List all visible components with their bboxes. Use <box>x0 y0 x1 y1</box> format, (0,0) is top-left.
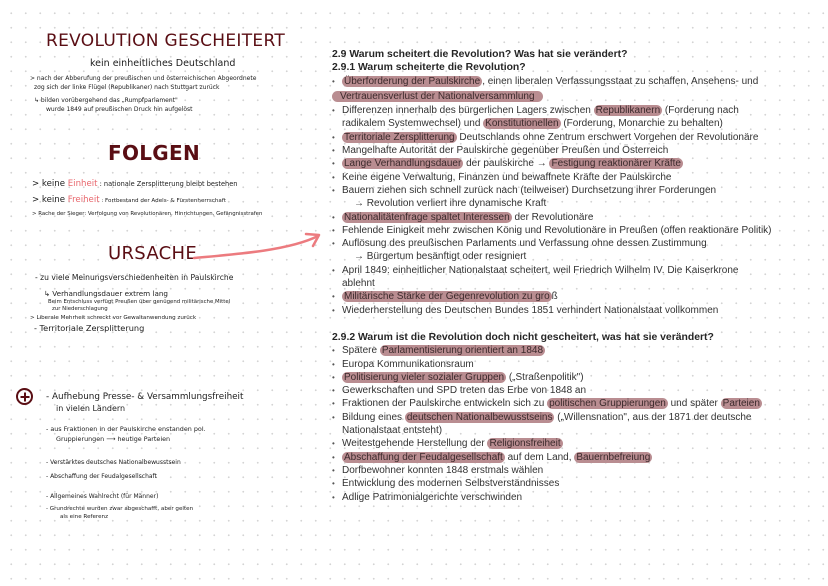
text: Weitestgehende Herstellung der <box>342 438 488 450</box>
note-line: Gruppierungen ⟶ heutige Parteien <box>56 435 171 443</box>
note-line: > nach der Abberufung der preußischen und österreichischen Abgeordnete <box>30 75 257 82</box>
note-line: ↳ Verhandlungsdauer extrem lang <box>44 289 168 298</box>
text: Verfolgung von Revolutionären, Hinrichtungen, Gefängnisstrafen <box>87 211 263 217</box>
highlight: Bauernbefreiung <box>576 451 651 463</box>
text: („Willensnation", aus der 1871 der deutsche <box>554 411 752 423</box>
highlight: Nationalitätenfrage spaltet Interessen <box>344 211 510 223</box>
heading-2-9-2: 2.9.2 Warum ist die Revolution doch nicht gescheitert, was hat sie verändert? <box>332 331 714 343</box>
text: der paulskirche → <box>463 158 550 170</box>
list-item: • Wiederherstellung des Deutschen Bundes 1851 verhindert Nationalstaat vollkommen <box>332 304 822 317</box>
list-item <box>332 290 822 303</box>
highlight: Territoriale Zersplitterung <box>344 131 455 143</box>
subtitle: kein einheitliches Deutschland <box>90 58 236 69</box>
highlight-einheit: Einheit <box>67 179 98 189</box>
text: ß <box>551 291 558 303</box>
list-item: • Gewerkschaften und SPD treten das Erbe von 1848 an <box>332 384 822 397</box>
list-item <box>332 184 822 211</box>
note-line: Beim Entschluss verfügt Preußen über genügend militärische Mittel <box>48 299 231 305</box>
title-ursache: URSACHE <box>108 243 198 264</box>
highlight: Parteien <box>722 398 760 410</box>
highlight: Festigung reaktionärer Kräfte <box>551 158 681 170</box>
arrow-icon <box>180 228 330 268</box>
list-item: • Adlige Patrimonialgerichte verschwinden <box>332 491 822 504</box>
text: April 1849: einheitlicher Nationalstaat scheitert, weil Friedrich Wilhelm IV. Die Kaiserkrone <box>342 264 739 276</box>
text: (Forderung nach <box>662 105 739 117</box>
highlight: Abschaffung der Feudalgesellschaft <box>344 451 503 463</box>
list-item <box>332 437 822 450</box>
note-line: in vielen Ländern <box>56 404 126 413</box>
text: , einen liberalen Verfassungsstaat zu schaffen, Ansehens- und <box>482 75 759 87</box>
note-line: zur Niederschlagung <box>52 306 108 312</box>
text: ablehnt <box>342 278 375 290</box>
highlight: Überforderung der Paulskirche <box>344 75 481 87</box>
highlight: Republikanern <box>595 105 661 117</box>
highlight: Militärische Stärke der Gegenrevolution zu gro <box>344 291 550 303</box>
list-item <box>332 104 822 131</box>
list-item <box>332 371 822 384</box>
list-item <box>332 131 822 144</box>
list-item: • Entwicklung des modernen Selbstverständnisses <box>332 477 822 490</box>
text: → Bürgertum besänftigt oder resigniert <box>354 251 527 263</box>
note-line: als eine Referenz <box>60 514 109 520</box>
text: > Rache der Sieger: <box>32 211 88 217</box>
note-line: - Allgemeines Wahlrecht (für Männer) <box>46 493 159 500</box>
text: : nationale Zersplitterung bleibt bestehen <box>97 180 238 188</box>
text: der Revolutionäre <box>511 211 594 223</box>
text: („Straßenpolitik") <box>506 371 584 383</box>
title-revolution-gescheitert: REVOLUTION GESCHEITERT <box>46 31 286 51</box>
text: radikalem Systemwechsel) und <box>342 118 484 130</box>
list-item <box>332 397 822 410</box>
highlight: Politisierung vieler sozialer Gruppen <box>344 371 505 383</box>
text: → Revolution verliert ihre dynamische Kraft <box>354 198 547 210</box>
highlight: Lange Verhandlungsdauer <box>344 158 462 170</box>
highlight-freiheit: Freiheit <box>67 195 100 205</box>
folgen-item <box>32 211 262 217</box>
highlight: Konstitutionellen <box>485 118 559 130</box>
highlight: deutschen Nationalbewusstseins <box>406 411 553 423</box>
folgen-item <box>32 195 226 205</box>
note-line: - Abschaffung der Feudalgesellschaft <box>46 473 157 480</box>
heading-2-9: 2.9 Warum scheitert die Revolution? Was hat sie verändert? <box>332 49 628 60</box>
list-item: • Fehlende Einigkeit mehr zwischen König und Revolutionäre in Preußen (offen reaktionäre Politik) <box>332 224 822 237</box>
list-item <box>332 411 822 438</box>
text: und später <box>667 398 721 410</box>
note-line: wurde 1849 auf preußischen Druck hin aufgelöst <box>46 106 193 113</box>
list-item: • Keine eigene Verwaltung, Finanzen und bewaffnete Kräfte der Paulskirche <box>332 171 822 184</box>
list-item: • Dorfbewohner konnten 1848 erstmals wählen <box>332 464 822 477</box>
text: > keine <box>32 195 68 205</box>
note-line: - Grundrechte wurden zwar abgeschafft, aber gelten <box>46 506 194 512</box>
note-line: zog sich der linke Flügel (Republikaner) nach Stuttgart zurück <box>34 84 220 91</box>
heading-2-9-1: 2.9.1 Warum scheiterte die Revolution? <box>332 62 526 74</box>
text: Nationalstaat entsteht) <box>342 425 443 437</box>
text: Differenzen innerhalb des bürgerlichen Lagers zwischen <box>342 105 594 117</box>
typed-document <box>332 48 822 504</box>
text: > keine <box>32 179 68 189</box>
list-item: • Europa Kommunikationsraum <box>332 358 822 371</box>
text: Deutschlands ohne Zentrum erschwert Vorgehen der Revolutionäre <box>456 131 759 143</box>
note-line: - aus Fraktionen in der Paulskirche enstanden pol. <box>46 425 206 433</box>
highlight: Religionsfreiheit <box>489 438 561 450</box>
list-item-cont <box>332 90 822 103</box>
highlight: politischen Gruppierungen <box>549 398 666 410</box>
note-line: - zu viele Meinungsverschiedenheiten in Paulskirche <box>35 273 234 282</box>
list-item <box>332 344 822 357</box>
plus-circle-icon <box>16 388 33 405</box>
text: Spätere <box>342 345 380 357</box>
text: Bauern ziehen sich schnell zurück nach (teilweiser) Durchsetzung ihrer Forderungen <box>342 184 717 196</box>
list-item <box>332 75 822 88</box>
text: auf dem Land, <box>504 451 575 463</box>
text: (Forderung, Monarchie zu behalten) <box>560 118 723 130</box>
text: Auflösung des preußischen Parlaments und Verfassung ohne dessen Zustimmung <box>342 238 707 250</box>
list-item <box>332 211 822 224</box>
title-folgen: FOLGEN <box>108 141 201 165</box>
text: Bildung eines <box>342 411 405 423</box>
note-line: ↳ bilden vorübergehend das „Rumpfparlament" <box>34 97 178 104</box>
text: Fraktionen der Paulskirche entwickeln sich zu <box>342 398 548 410</box>
list-item <box>332 264 822 291</box>
text: : Fortbestand der Adels- & Fürstenherrschaft <box>99 198 226 204</box>
note-line: - Verstärktes deutsches Nationalbewusstsein <box>46 459 181 466</box>
folgen-item <box>32 179 237 189</box>
highlight: Parlamentisierung orientiert an 1848 <box>381 345 544 357</box>
list-item: • Mangelhafte Autorität der Paulskirche gegenüber Preußen und Österreich <box>332 144 822 157</box>
list-item <box>332 157 822 170</box>
note-line: - Territoriale Zersplitterung <box>34 323 145 333</box>
list-item <box>332 237 822 264</box>
note-line: > Liberale Mehrheit schreckt vor Gewaltanwendung zurück <box>30 315 197 321</box>
note-line: - Aufhebung Presse- & Versammlungsfreiheit <box>46 392 244 402</box>
highlight: Vertrauensverlust der Nationalversammlung <box>332 91 543 102</box>
list-item <box>332 451 822 464</box>
